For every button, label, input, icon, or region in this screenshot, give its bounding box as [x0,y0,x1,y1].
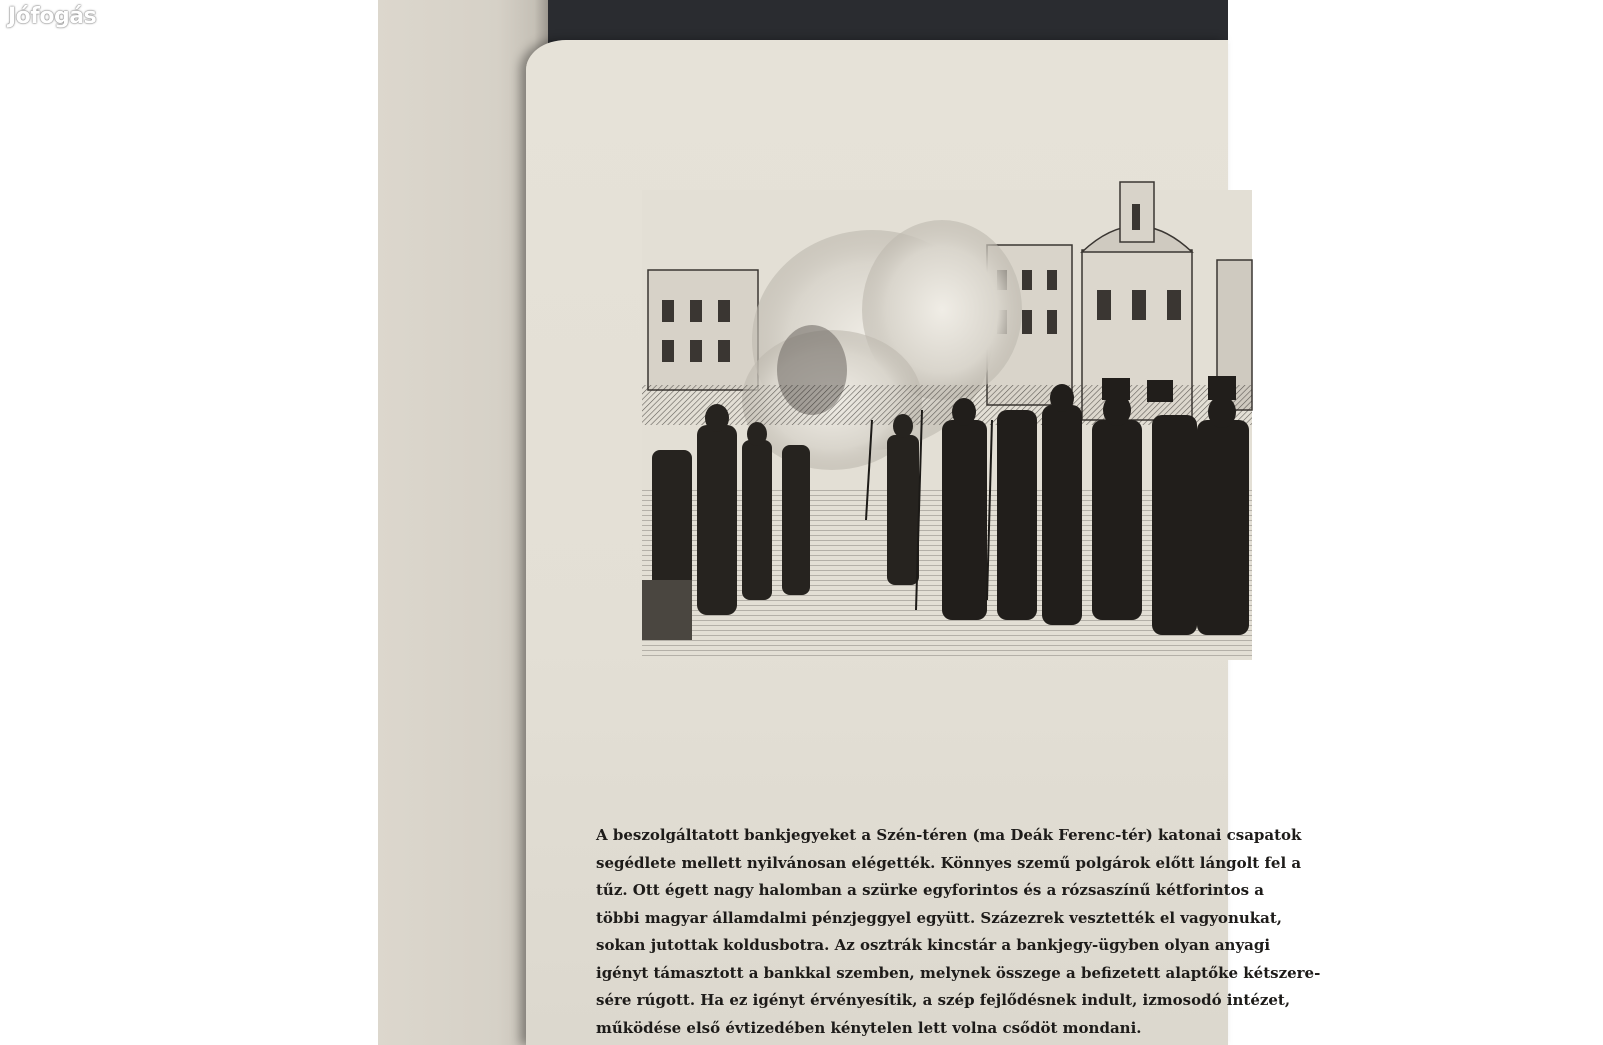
engraving-illustration [642,190,1252,660]
left-page [378,0,548,1045]
caption-text [596,822,1321,1042]
book-photo [378,0,1321,1045]
watermark-logo: Jófogás [8,4,97,29]
caption-line: segédlete mellett nyilvánosan elégették. Könnyes szemű polgárok előtt lángolt fel a [596,853,1302,872]
caption-line: többi magyar államdalmi pénzjeggyel együtt. Százezrek vesztették el vagyonukat, [596,908,1283,927]
caption-line: sokan jutottak koldusbotra. Az osztrák kincstár a bankjegy-ügyben olyan anyagi [596,936,1271,954]
buildings-left [648,270,758,390]
right-page [526,40,1321,1045]
caption-line: sére rúgott. Ha ez igényt érvényesítik, a szép fejlődésnek indult, izmosodó intézet, [596,991,1291,1009]
caption-line: igényt támasztott a bankkal szemben, melynek összege a befizetett alaptőke kétszere- [596,963,1321,982]
caption-line: működése első évtizedében kénytelen lett volna csődöt mondani. [596,1018,1142,1037]
caption-line: tűz. Ott égett nagy halomban a szürke egyforintos és a rózsaszínű kétforintos a [596,881,1264,899]
caption-line: A beszolgáltatott bankjegyeket a Szén-téren (ma Deák Ferenc-tér) katonai csapatok [596,826,1302,844]
